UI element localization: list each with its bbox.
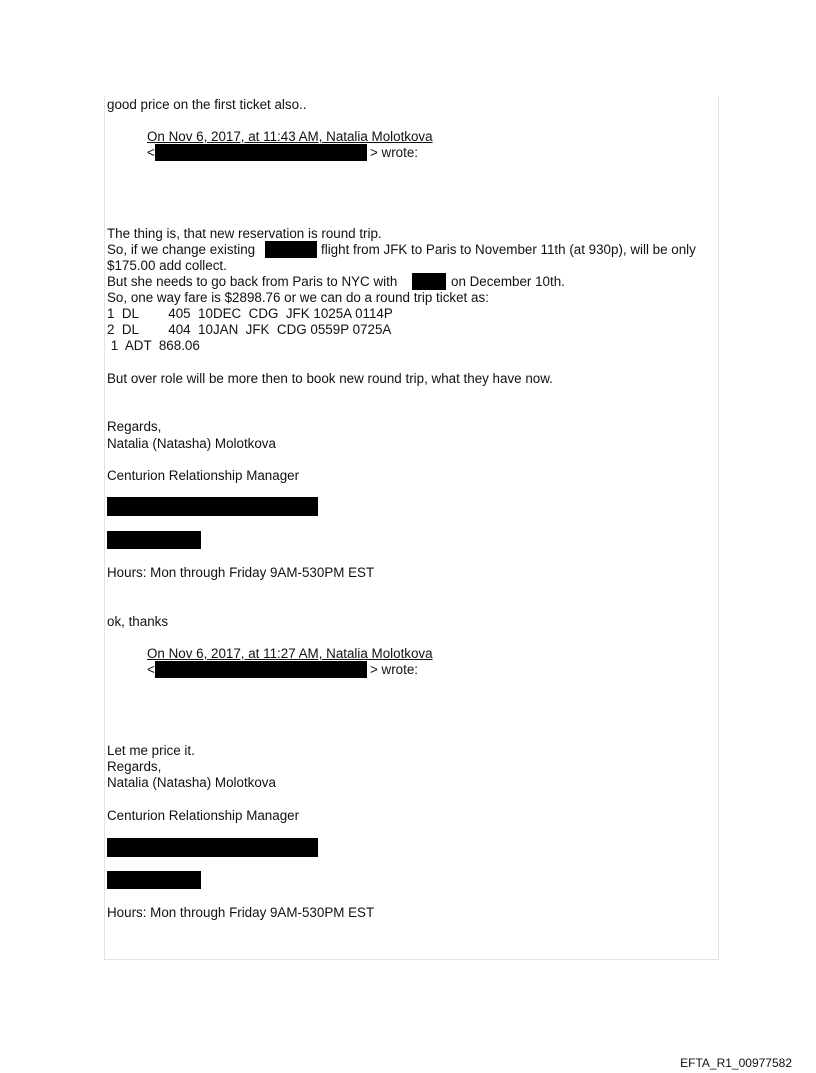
document-id: EFTA_R1_00977582 xyxy=(680,1056,792,1070)
body1-line5: So, one way fare is $2898.76 or we can do a round trip ticket as: xyxy=(107,290,489,305)
redaction-sig1-b xyxy=(107,531,201,549)
quote2-wrote: > wrote: xyxy=(370,662,419,677)
sig1-hours: Hours: Mon through Friday 9AM-530PM EST xyxy=(107,565,375,580)
body1-line2b: flight from JFK to Paris to November 11th (at 930p), will be only xyxy=(321,242,696,257)
top-line: good price on the first ticket also.. xyxy=(107,97,307,112)
quote2-lt: < xyxy=(147,662,155,677)
sig2-title: Centurion Relationship Manager xyxy=(107,808,300,823)
body1-line4b: on December 10th. xyxy=(451,274,565,289)
body1-line1: The thing is, that new reservation is round trip. xyxy=(107,226,382,241)
quote1-header: On Nov 6, 2017, at 11:43 AM, Natalia Molotkova xyxy=(147,129,433,144)
sig2-hours: Hours: Mon through Friday 9AM-530PM EST xyxy=(107,905,375,920)
body1-line9: But over role will be more then to book new round trip, what they have now. xyxy=(107,371,553,386)
sig2-name: Natalia (Natasha) Molotkova xyxy=(107,775,276,790)
redaction-sig2-a xyxy=(107,838,318,857)
redaction-name-2 xyxy=(412,273,446,290)
reply-text: ok, thanks xyxy=(107,614,169,629)
redaction-sig1-a xyxy=(107,497,318,516)
redaction-name-1 xyxy=(265,241,317,258)
body1-line2a: So, if we change existing xyxy=(107,242,256,257)
body1-line3: $175.00 add collect. xyxy=(107,258,227,273)
redaction-sig2-b xyxy=(107,871,201,889)
quote1-wrote: > wrote: xyxy=(370,145,419,160)
sig1-title: Centurion Relationship Manager xyxy=(107,468,300,483)
body1-line4a: But she needs to go back from Paris to NYC with xyxy=(107,274,398,289)
body2-line1: Let me price it. xyxy=(107,743,195,758)
redaction-email-2 xyxy=(155,661,367,678)
quote2-header: On Nov 6, 2017, at 11:27 AM, Natalia Molotkova xyxy=(147,646,433,661)
sig1-name: Natalia (Natasha) Molotkova xyxy=(107,436,276,451)
fare-line: 1 ADT 868.06 xyxy=(107,338,200,353)
itinerary-line2: 2 DL 404 10JAN JFK CDG 0559P 0725A xyxy=(107,322,392,337)
sig2-regards: Regards, xyxy=(107,759,162,774)
redaction-email-1 xyxy=(155,144,367,161)
itinerary-line1: 1 DL 405 10DEC CDG JFK 1025A 0114P xyxy=(107,306,393,321)
sig1-regards: Regards, xyxy=(107,419,162,434)
quote1-lt: < xyxy=(147,145,155,160)
